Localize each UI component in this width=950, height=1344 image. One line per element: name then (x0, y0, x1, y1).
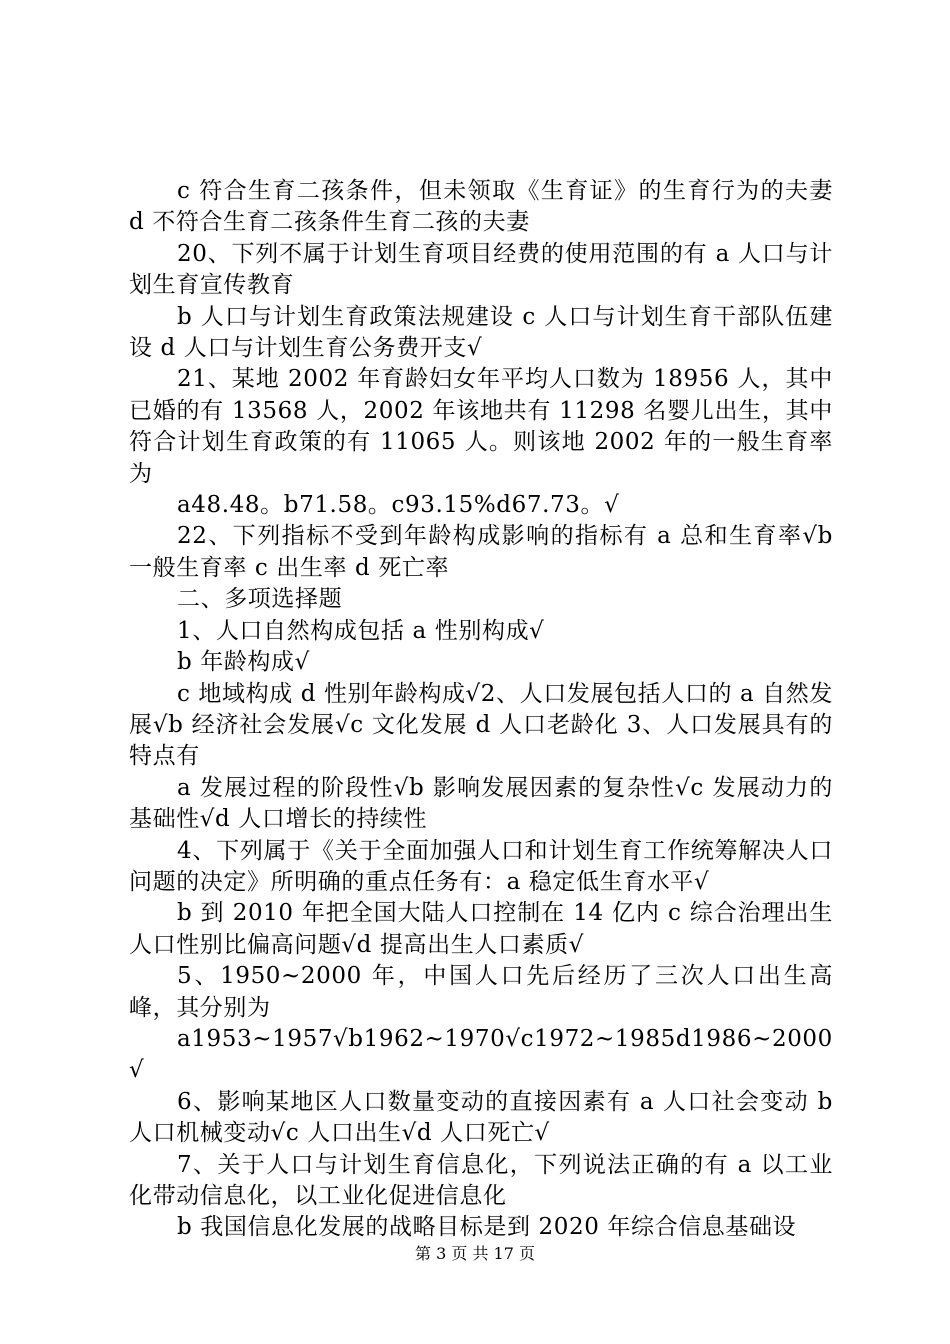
document-body (129, 176, 833, 1244)
section-heading: 二、多项选择题 (177, 586, 343, 613)
paragraph-9: b 年龄构成√ (177, 649, 310, 676)
page-number-footer: 第 3 页 共 17 页 (415, 1244, 535, 1263)
paragraph-12: 4、下列属于《关于全面加强人口和计划生育工作统筹解决人口问题的决定》所明确的重点任务有：a 稳定低生育水平√ (129, 837, 833, 895)
paragraph-4: 21、某地 2002 年育龄妇女年平均人口数为 18956 人，其中已婚的有 13568 人，2002 年该地共有 11298 名婴儿出生，其中符合计划生育政策的有 11065 人。则该地 2002 年的一般生育率为 (129, 366, 833, 487)
paragraph-6: 22、下列指标不受到年龄构成影响的指标有 a 总和生育率√b 一般生育率 c 出生率 d 死亡率 (129, 523, 833, 581)
paragraph-18: b 我国信息化发展的战略目标是到 2020 年综合信息基础设 (177, 1214, 797, 1241)
paragraph-8: 1、人口自然构成包括 a 性别构成√ (177, 617, 545, 644)
paragraph-1: c 符合生育二孩条件，但未领取《生育证》的生育行为的夫妻 d 不符合生育二孩条件生育二孩的夫妻 (129, 178, 833, 236)
paragraph-13: b 到 2010 年把全国大陆人口控制在 14 亿内 c 综合治理出生人口性别比偏高问题√d 提高出生人口素质√ (129, 900, 833, 958)
paragraph-14: 5、1950~2000 年，中国人口先后经历了三次人口出生高峰，其分别为 (129, 963, 833, 1021)
paragraph-15: a1953~1957√b1962~1970√c1972~1985d1986~2000√ (129, 1025, 833, 1084)
paragraph-5: a48.48。b71.58。c93.15%d67.73。√ (177, 492, 620, 519)
paragraph-3: b 人口与计划生育政策法规建设 c 人口与计划生育干部队伍建设 d 人口与计划生育公务费开支√ (129, 303, 833, 362)
paragraph-2: 20、下列不属于计划生育项目经费的使用范围的有 a 人口与计划生育宣传教育 (129, 240, 833, 299)
paragraph-17: 7、关于人口与计划生育信息化，下列说法正确的有 a 以工业化带动信息化，以工业化促进信息化 (129, 1151, 833, 1209)
paragraph-16: 6、影响某地区人口数量变动的直接因素有 a 人口社会变动 b 人口机械变动√c 人口出生√d 人口死亡√ (129, 1088, 833, 1147)
paragraph-10: c 地域构成 d 性别年龄构成√2、人口发展包括人口的 a 自然发展√b 经济社会发展√c 文化发展 d 人口老龄化 3、人口发展具有的特点有 (129, 680, 833, 770)
paragraph-11: a 发展过程的阶段性√b 影响发展因素的复杂性√c 发展动力的基础性√d 人口增长的持续性 (129, 774, 833, 833)
